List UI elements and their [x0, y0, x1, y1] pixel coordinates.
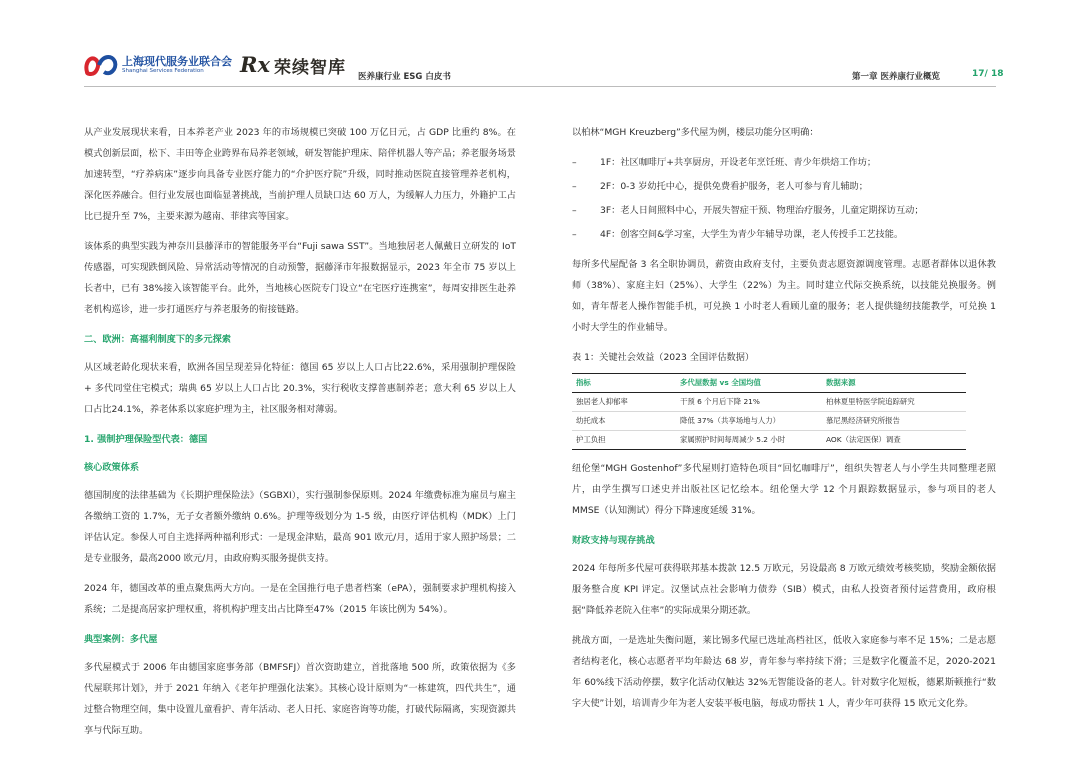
list-item-text: 2F：0-3 岁幼托中心，提供免费看护服务，老人可参与育儿辅助；	[600, 181, 868, 192]
header-divider	[84, 86, 996, 87]
federation-name-cn: 上海现代服务业联合会	[122, 55, 232, 68]
rongxu-think-tank-logo	[240, 51, 370, 81]
paragraph: 德国制度的法律基础为《长期护理保险法》（SGBXI），实行强制参保原则。2024 年缴费标准为雇员与雇主各缴纳工资的 1.7%，无子女者额外缴纳 0.6%。护理等级划分为 1-5 级，由医疗评估机构（MDK）上门评估认定。参保人可自主选择两种福利形式：一是现金津贴，最高 901 欧元/月，适用于家人照护场景；二是专业服务，最高2000 欧元/月，由政府购买服务提供支持。	[84, 490, 516, 564]
table-cell: 幼托成本	[572, 412, 676, 431]
table-cell: 干预 6 个月后下降 21%	[676, 393, 822, 412]
chapter-label: 第一章 医养康行业概览	[852, 72, 940, 82]
paragraph: 从产业发展现状来看，日本养老产业 2023 年的市场规模已突破 100 万亿日元，占 GDP 比重约 8%。在模式创新层面，松下、丰田等企业跨界布局养老领域，研发智能护理床、陪伴机器人等产品；养老服务场景加速转型，“疗养病床”逐步向具备专业医疗能力的“介护医疗院”升级，同时推动医院直接管理养老机构，深化医养融合。但行业发展也面临显著挑战，当前护理人员缺口达 60 万人，为缓解人力压力，外籍护工占比已提升至 7%，主要来源为越南、菲律宾等国家。	[84, 127, 516, 222]
right-column	[572, 122, 996, 723]
federation-name-en: Shanghai Services Federation	[122, 68, 204, 74]
paragraph: 以柏林“MGH Kreuzberg”多代屋为例，楼层功能分区明确：	[572, 127, 819, 138]
table-row	[572, 412, 966, 431]
left-column	[84, 122, 516, 750]
list-item-text: 1F：社区咖啡厅+共享厨房，开设老年烹饪班、青少年烘焙工作坊；	[600, 157, 877, 168]
table-row	[572, 393, 966, 412]
subheading: 财政支持与现存挑战	[572, 535, 655, 546]
table-row	[572, 431, 966, 450]
paragraph: 从区域老龄化现状来看，欧洲各国呈现差异化特征：德国 65 岁以上人口占比22.6%，采用强制护理保险 + 多代同堂住宅模式；瑞典 65 岁以上人口占比 20.3%，实行税收支撑普惠制养老；意大利 65 岁以上人口占比24.1%，养老体系以家庭护理为主，社区服务相对薄弱。	[84, 362, 516, 415]
column-header: 多代屋数据 vs 全国均值	[676, 374, 822, 393]
section-heading: 二、欧洲：高福利制度下的多元探索	[84, 334, 231, 345]
table-cell: 慕尼黑经济研究所报告	[822, 412, 966, 431]
rx-logo-mark: Rx	[240, 52, 270, 77]
table-cell: AOK（法定医保）调查	[822, 431, 966, 450]
paragraph: 纽伦堡“MGH Gostenhof”多代屋则打造特色项目“回忆咖啡厅”，组织失智老人与小学生共同整理老照片，由学生撰写口述史并出版社区记忆绘本。纽伦堡大学 12 个月跟踪数据显示，参与项目的老人 MMSE（认知测试）得分下降速度延缓 31%。	[572, 463, 996, 516]
paragraph: 多代屋模式于 2006 年由德国家庭事务部（BMFSFJ）首次资助建立，首批落地 500 所，政策依据为《多代屋联邦计划》，并于 2021 年纳入《老年护理强化法案》。其核心设计原则为“一栋建筑，四代共生”，通过整合物理空间，集中设置儿童看护、青年活动、老人日托、家庭咨询等功能，打破代际隔离，实现资源共享与代际互助。	[84, 662, 516, 736]
paragraph: 每所多代屋配备 3 名全职协调员，薪资由政府支付，主要负责志愿资源调度管理。志愿者群体以退休教师（38%）、家庭主妇（25%）、大学生（22%）为主。同时建立代际交换系统，以技能兑换服务。例如，青年帮老人操作智能手机，可兑换 1 小时老人看顾儿童的服务；老人提供缝纫技能教学，可兑换 1 小时大学生的作业辅导。	[572, 259, 996, 333]
column-header: 数据来源	[822, 374, 966, 393]
table-cell: 家属照护时间每周减少 5.2 小时	[676, 431, 822, 450]
dash-bullet: –	[572, 181, 577, 192]
table-caption: 表 1：关键社会效益（2023 全国评估数据）	[572, 352, 755, 363]
paragraph: 该体系的典型实践为神奈川县藤泽市的智能服务平台“Fuji sawa SST”。当地独居老人佩戴日立研发的 IoT 传感器，可实现跌倒风险、异常活动等情况的自动预警，据藤泽市年报数据显示，2023 年全市 75 岁以上长者中，已有 38%接入该智能平台。此外，当地核心医院专门设立“在宅医疗连携室”，每周安排医生赴养老机构巡诊，进一步打通医疗与养老服务的衔接链路。	[84, 241, 516, 315]
document-title: 医养康行业 ESG 白皮书	[358, 72, 451, 82]
list-item	[572, 224, 996, 245]
list-item-text: 3F：老人日间照料中心，开展失智症干预、物理治疗服务，儿童定期探访互动；	[600, 205, 924, 216]
list-item-text: 4F：创客空间&学习室，大学生为青少年辅导功课，老人传授手工艺技能。	[600, 229, 904, 240]
paragraph: 2024 年每所多代屋可获得联邦基本拨款 12.5 万欧元，另设最高 8 万欧元绩效考核奖励，奖励金额依据服务整合度 KPI 评定。汉堡试点社会影响力债券（SIB）模式，由私人投资者预付运营费用，政府根据“降低养老院入住率”的实际成果分期还款。	[572, 563, 996, 616]
dash-bullet: –	[572, 229, 577, 240]
list-item	[572, 152, 996, 173]
paragraph: 挑战方面，一是选址失衡问题，莱比锡多代屋已选址高档社区，低收入家庭参与率不足 15%；二是志愿者结构老化，核心志愿者平均年龄达 68 岁，青年参与率持续下滑；三是数字化覆盖不足，2020-2021 年 60%线下活动停摆，数字化活动仅触达 32%无智能设备的老人。针对数字化短板，德累斯顿推行“数字大使”计划，培训青少年为老人安装平板电脑，每成功帮扶 1 人，青少年可获得 15 欧元文化券。	[572, 635, 996, 709]
list-item	[572, 176, 996, 197]
subsection-heading: 1. 强制护理保险型代表：德国	[84, 434, 208, 445]
page-number: 17/ 18	[972, 69, 1004, 79]
dash-bullet: –	[572, 157, 577, 168]
dash-bullet: –	[572, 205, 577, 216]
paragraph: 2024 年，德国改革的重点聚焦两大方向。一是在全国推行电子患者档案（ePA），强制要求护理机构接入系统；二是提高居家护理权重，将机构护理支出占比降至47%（2015 年该比例为 54%）。	[84, 583, 516, 615]
table-header-row	[572, 374, 966, 393]
page-header	[0, 0, 1080, 92]
think-tank-name: 荣续智库	[274, 58, 346, 78]
federation-logo-icon	[84, 52, 118, 78]
table-cell: 护工负担	[572, 431, 676, 450]
subheading: 核心政策体系	[84, 462, 140, 473]
social-benefits-table	[572, 373, 966, 450]
table-cell: 柏林夏里特医学院追踪研究	[822, 393, 966, 412]
list-item	[572, 200, 996, 221]
table-cell: 降低 37%（共享场地与人力）	[676, 412, 822, 431]
column-header: 指标	[572, 374, 676, 393]
subheading: 典型案例：多代屋	[84, 634, 158, 645]
table-cell: 独居老人抑郁率	[572, 393, 676, 412]
